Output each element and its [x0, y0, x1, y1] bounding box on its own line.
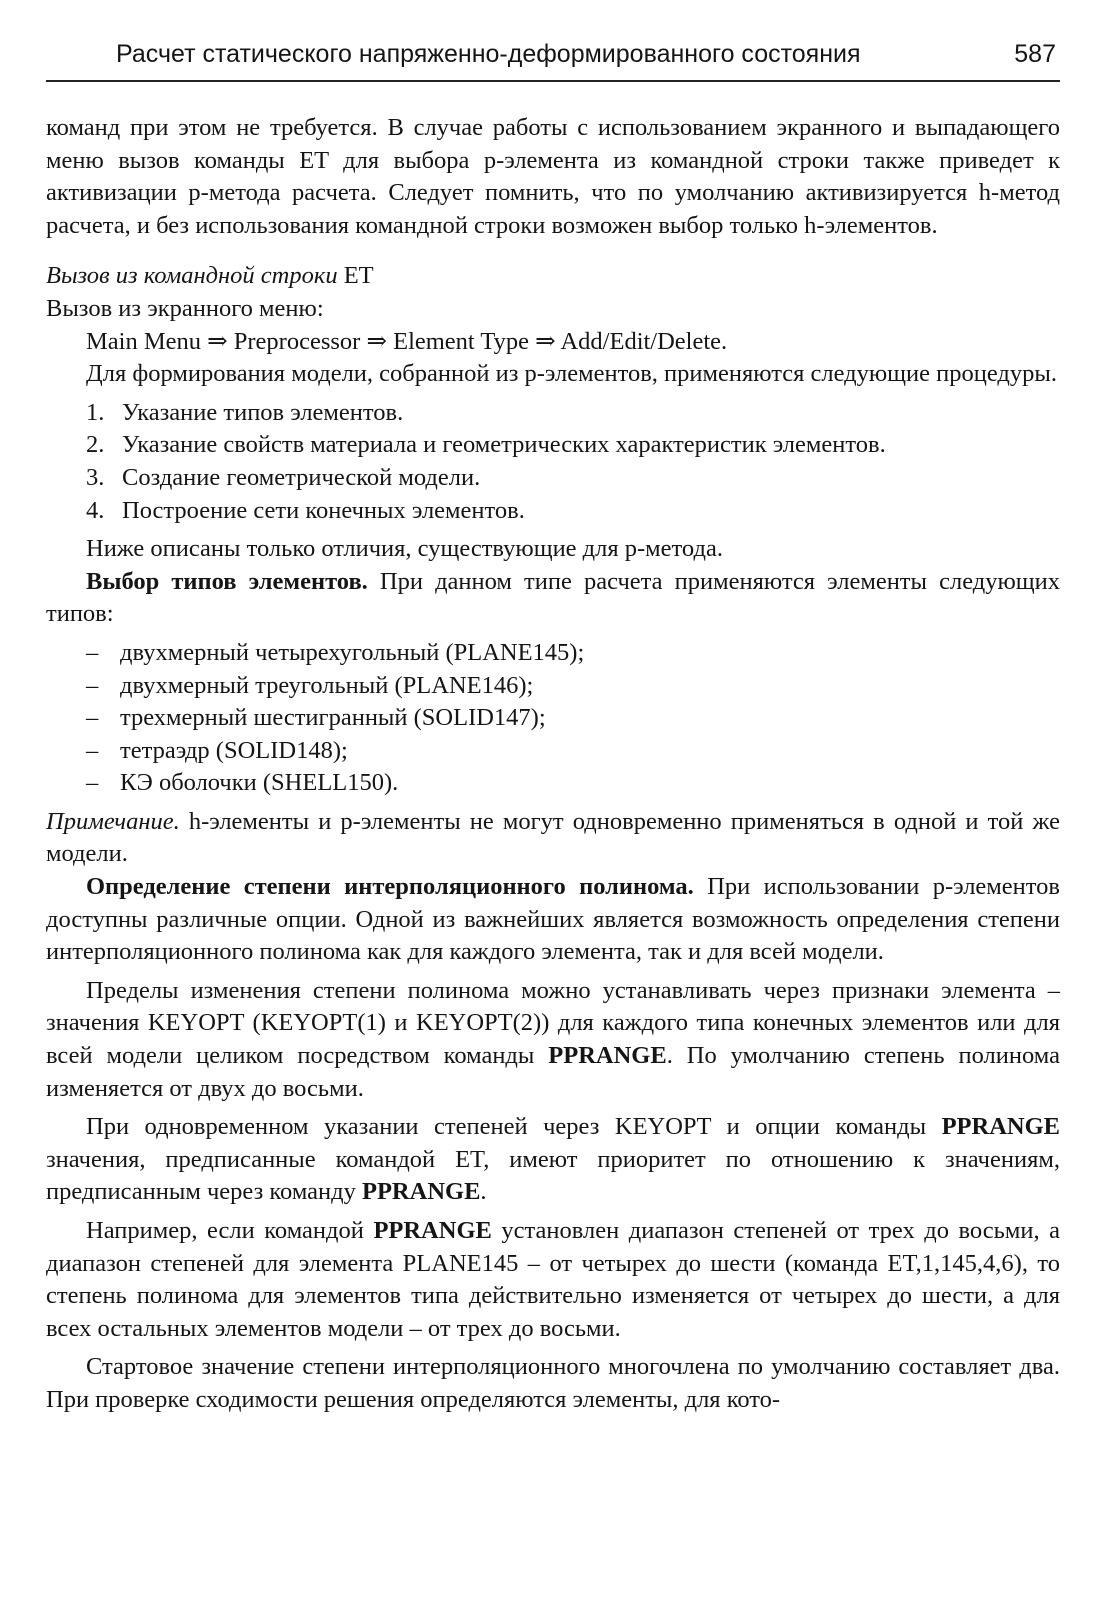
example-text-end: установлен диапазон степеней от трех до восьми, а диапазон степеней для элемента PLANE145 – от четырех до шести (команда ET,1,145,4,6), то степень полинома для элементов типа действительно изменяется от четырех до шести, а для всех остальных элементов модели – от трех до восьми.	[46, 1217, 1061, 1342]
procedure-step	[46, 429, 1060, 462]
step-number: 4.	[86, 496, 105, 524]
command-line-call	[46, 260, 1060, 293]
paragraph-priority	[46, 1111, 1060, 1209]
pprange-command: PPRANGE	[373, 1217, 492, 1244]
list-dash: –	[86, 736, 99, 764]
limits-text: Пределы изменения степени полинома можно устанавливать через признаки элемента – значения KEYOPT (KEYOPT(1) и KEYOPT(2)) для каждого типа конечных элементов или для всей модели целиком посредством команды	[46, 976, 1060, 1070]
element-type-text: тетраэдр (SOLID148);	[120, 736, 348, 764]
command-line-call-label: Вызов из командной строки	[46, 262, 338, 290]
command-line-call-value: ET	[343, 262, 374, 290]
limits-text-end: . По умолчанию степень полинома изменяется от двух до восьми.	[46, 1042, 1060, 1102]
degree-text: При использовании p-элементов доступны различные опции. Одной из важнейших является возможность определения степени интерполяционного полинома как для каждого элемента, так и для всей модели.	[46, 873, 1060, 966]
element-types-heading: Выбор типов элементов.	[86, 567, 368, 595]
element-type-item	[46, 702, 1060, 735]
paragraph-start-value: Стартовое значение степени интерполяционного многочлена по умолчанию составляет два. При проверке сходимости решения определяются элементы, для кото-	[46, 1353, 1060, 1413]
priority-text: При одновременном указании степеней через KEYOPT и опции команды	[86, 1113, 942, 1141]
priority-text-end: .	[480, 1178, 487, 1206]
step-text: Указание типов элементов.	[122, 398, 404, 426]
element-type-text: двухмерный четырехугольный (PLANE145);	[120, 638, 585, 666]
element-type-text: трехмерный шестигранный (SOLID147);	[120, 704, 546, 732]
page-number: 587	[1014, 40, 1056, 68]
list-dash: –	[86, 638, 99, 666]
note-paragraph	[46, 806, 1060, 871]
list-dash: –	[86, 671, 99, 699]
pprange-command: PPRANGE	[548, 1042, 667, 1070]
paragraph-procedures: Для формирования модели, собранной из p-элементов, применяются следующие процедуры.	[86, 360, 1057, 388]
procedure-list	[46, 397, 1060, 527]
page-header	[46, 38, 1060, 82]
element-type-text: КЭ оболочки (SHELL150).	[120, 769, 399, 797]
running-title: Расчет статического напряженно-деформированного состояния	[116, 40, 861, 68]
element-type-item	[46, 670, 1060, 703]
step-number: 1.	[86, 398, 105, 426]
procedure-step	[46, 462, 1060, 495]
paragraph-example	[46, 1215, 1060, 1345]
degree-heading: Определение степени интерполяционного полинома.	[86, 873, 694, 901]
element-type-list	[46, 637, 1060, 800]
step-text: Построение сети конечных элементов.	[122, 496, 525, 524]
element-type-item	[46, 637, 1060, 670]
paragraph-element-types	[46, 566, 1060, 631]
priority-text-middle: значения, предписанные командой ET, имеют приоритет по отношению к значениям, предписанным через команду	[46, 1145, 1060, 1206]
paragraph-differences: Ниже описаны только отличия, существующие для p-метода.	[86, 535, 723, 563]
step-text: Указание свойств материала и геометрических характеристик элементов.	[122, 431, 886, 459]
element-type-item	[46, 767, 1060, 800]
element-type-item	[46, 735, 1060, 768]
note-label: Примечание.	[46, 807, 180, 835]
paragraph-limits	[46, 975, 1060, 1105]
element-type-text: двухмерный треугольный (PLANE146);	[120, 671, 534, 699]
pprange-command: PPRANGE	[362, 1178, 481, 1206]
note-text: h-элементы и p-элементы не могут одновременно применяться в одной и той же модели.	[46, 807, 1060, 868]
page-body	[46, 112, 1060, 1417]
step-number: 3.	[86, 463, 105, 491]
list-dash: –	[86, 704, 99, 732]
list-dash: –	[86, 769, 99, 797]
procedure-step	[46, 495, 1060, 528]
paragraph-intro: команд при этом не требуется. В случае работы с использованием экранного и выпадающего меню вызов команды ET для выбора p-элемента из командной строки также приведет к активизации p-метода расчета. Следует помнить, что по умолчанию активизируется h-метод расчета, и без использования командной строки возможен выбор только h-элементов.	[46, 114, 1060, 239]
step-number: 2.	[86, 431, 105, 459]
element-types-text: При данном типе расчета применяются элементы следующих типов:	[46, 567, 1060, 628]
procedure-step	[46, 397, 1060, 430]
step-text: Создание геометрической модели.	[122, 463, 481, 491]
example-text: Например, если командой	[86, 1217, 374, 1244]
menu-call-label: Вызов из экранного меню:	[46, 294, 324, 322]
paragraph-degree	[46, 871, 1060, 969]
pprange-command: PPRANGE	[941, 1113, 1060, 1141]
menu-path: Main Menu ⇒ Preprocessor ⇒ Element Type ⇒ Add/Edit/Delete.	[86, 327, 728, 355]
